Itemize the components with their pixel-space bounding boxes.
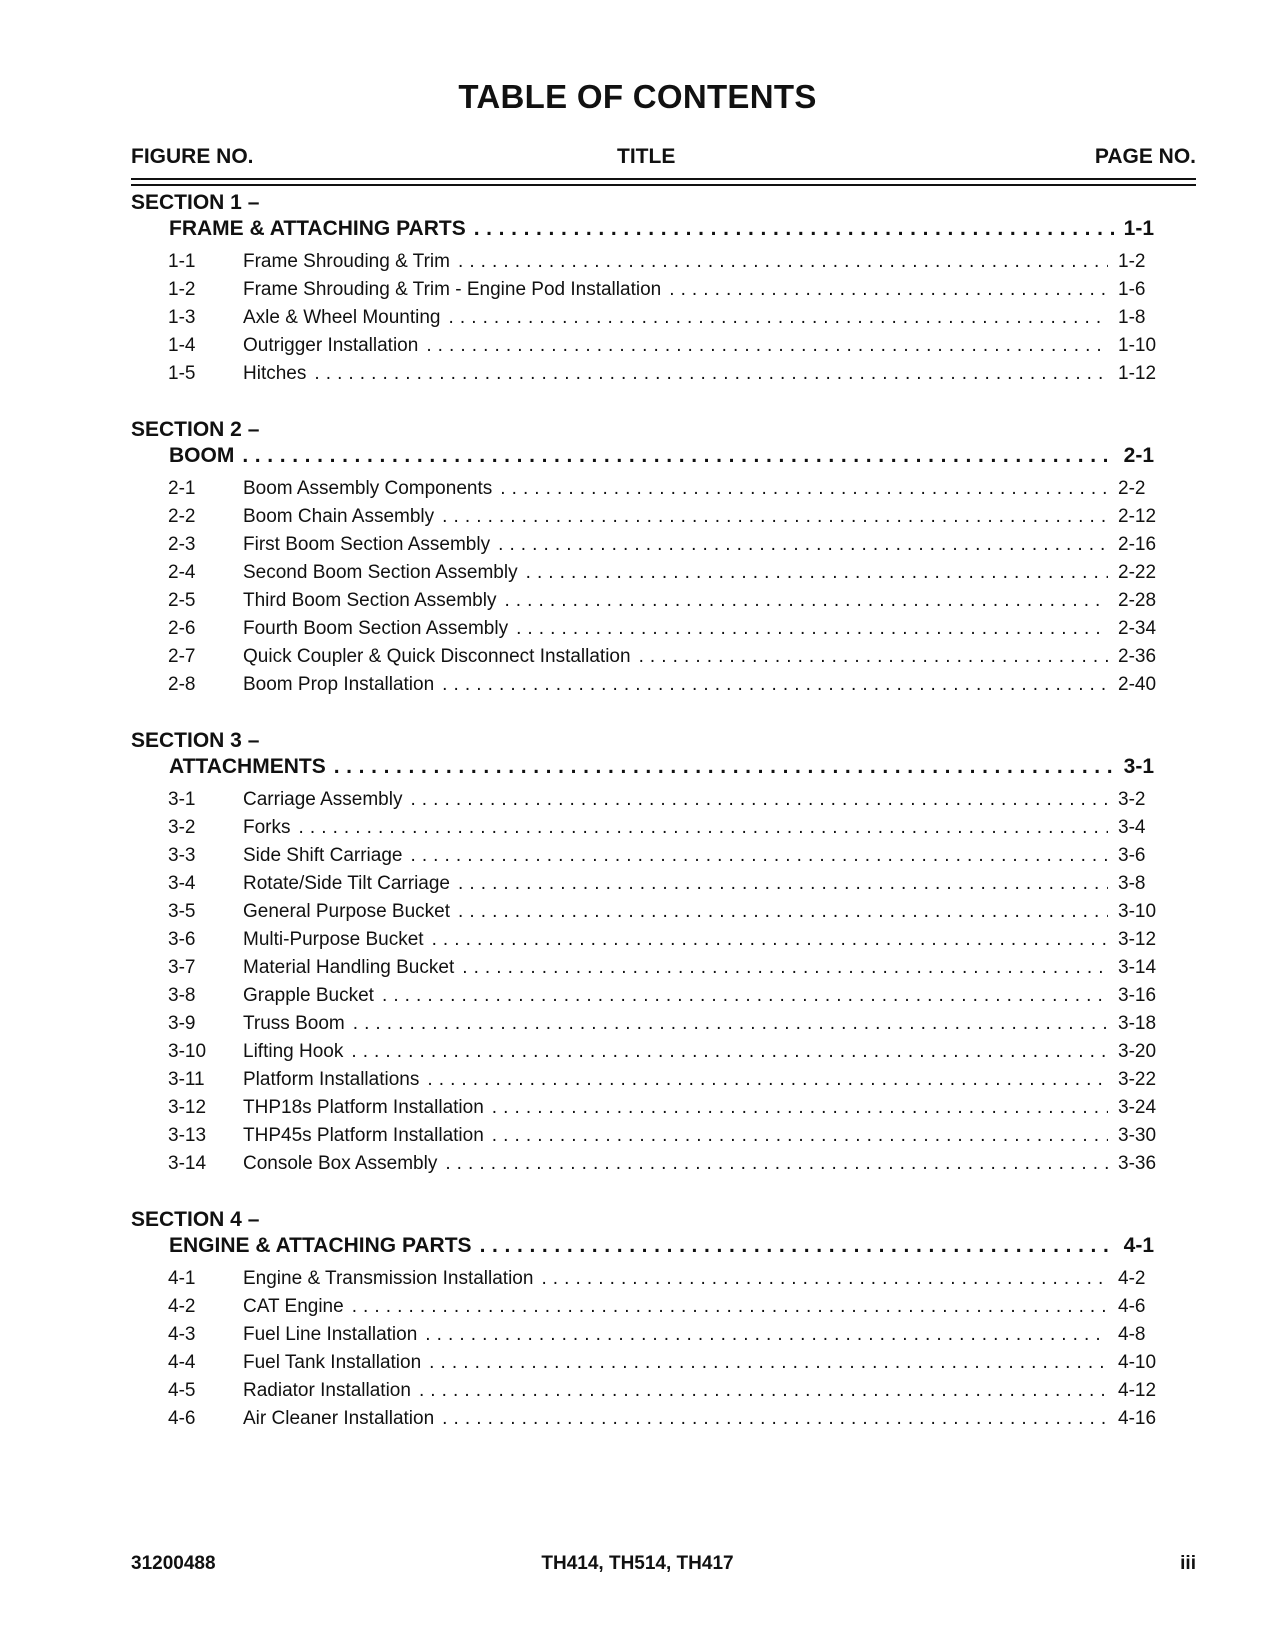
figure-number: 2-4	[168, 562, 196, 583]
figure-title: Engine & Transmission Installation	[243, 1268, 534, 1289]
figure-page: 3-12	[1118, 929, 1157, 950]
figure-entry[interactable]	[168, 1408, 1168, 1430]
figure-entry[interactable]	[168, 845, 1168, 867]
figure-entry[interactable]	[168, 901, 1168, 923]
figure-title: Frame Shrouding & Trim - Engine Pod Installation	[243, 279, 662, 300]
dot-leader	[504, 590, 1108, 612]
figure-number: 1-5	[168, 363, 196, 384]
figure-page: 2-12	[1118, 506, 1157, 527]
section-title: FRAME & ATTACHING PARTS	[169, 217, 466, 240]
figure-entry[interactable]	[168, 363, 1168, 385]
figure-number: 3-10	[168, 1041, 207, 1062]
figure-entry[interactable]	[168, 957, 1168, 979]
figure-number: 3-4	[168, 873, 196, 894]
header-rule-top	[131, 178, 1196, 180]
figure-entry[interactable]	[168, 929, 1168, 951]
figure-entry[interactable]	[168, 478, 1168, 500]
dot-leader	[462, 957, 1108, 979]
figure-number: 3-8	[168, 985, 196, 1006]
dot-leader	[458, 251, 1108, 273]
figure-entry[interactable]	[168, 506, 1168, 528]
figure-title: General Purpose Bucket	[243, 901, 451, 922]
figure-title: CAT Engine	[243, 1296, 344, 1317]
figure-title: THP45s Platform Installation	[243, 1125, 484, 1146]
dot-leader	[334, 755, 1114, 779]
dot-leader	[474, 217, 1114, 241]
figure-title: Boom Assembly Components	[243, 478, 493, 499]
dot-leader	[442, 674, 1108, 696]
figure-page: 1-6	[1118, 279, 1146, 300]
dot-leader	[427, 1069, 1108, 1091]
figure-number: 4-1	[168, 1268, 196, 1289]
figure-title: Truss Boom	[243, 1013, 345, 1034]
figure-entry[interactable]	[168, 1097, 1168, 1119]
figure-page: 1-10	[1118, 335, 1157, 356]
figure-title: First Boom Section Assembly	[243, 534, 491, 555]
figure-page: 3-20	[1118, 1041, 1157, 1062]
figure-title: Rotate/Side Tilt Carriage	[243, 873, 450, 894]
dot-leader	[299, 817, 1109, 839]
section-entry[interactable]	[169, 755, 1154, 779]
figure-entry[interactable]	[168, 534, 1168, 556]
figure-page: 3-24	[1118, 1097, 1157, 1118]
dot-leader	[445, 1153, 1108, 1175]
figure-number: 4-5	[168, 1380, 196, 1401]
dot-leader	[442, 506, 1108, 528]
dot-leader	[492, 1097, 1108, 1119]
figure-entry[interactable]	[168, 1268, 1168, 1290]
figure-number: 1-3	[168, 307, 196, 328]
figure-title: Outrigger Installation	[243, 335, 419, 356]
section-label: SECTION 3 –	[131, 729, 260, 752]
figure-title: Lifting Hook	[243, 1041, 344, 1062]
figure-title: Material Handling Bucket	[243, 957, 455, 978]
figure-entry[interactable]	[168, 590, 1168, 612]
figure-title: Fuel Tank Installation	[243, 1352, 422, 1373]
figure-title: Axle & Wheel Mounting	[243, 307, 441, 328]
dot-leader	[410, 845, 1108, 867]
figure-entry[interactable]	[168, 1296, 1168, 1318]
figure-title: Platform Installations	[243, 1069, 420, 1090]
section-page: 1-1	[1123, 217, 1154, 240]
figure-number: 2-3	[168, 534, 196, 555]
dot-leader	[500, 478, 1108, 500]
figure-number: 3-11	[168, 1069, 205, 1090]
figure-title: Air Cleaner Installation	[243, 1408, 435, 1429]
figure-title: THP18s Platform Installation	[243, 1097, 484, 1118]
dot-leader	[432, 929, 1108, 951]
figure-page: 2-28	[1118, 590, 1157, 611]
figure-title: Side Shift Carriage	[243, 845, 403, 866]
dot-leader	[492, 1125, 1108, 1147]
dot-leader	[458, 901, 1108, 923]
figure-page: 3-36	[1118, 1153, 1157, 1174]
figure-page: 1-8	[1118, 307, 1146, 328]
section-label: SECTION 1 –	[131, 191, 260, 214]
figure-number: 3-3	[168, 845, 196, 866]
section-page: 3-1	[1123, 755, 1154, 778]
figure-page: 3-6	[1118, 845, 1146, 866]
figure-entry[interactable]	[168, 251, 1168, 273]
figure-entry[interactable]	[168, 1125, 1168, 1147]
section-title: BOOM	[169, 444, 235, 467]
dot-leader	[353, 1013, 1108, 1035]
figure-number: 2-2	[168, 506, 196, 527]
dot-leader	[526, 562, 1108, 584]
figure-entry[interactable]	[168, 279, 1168, 301]
dot-leader	[449, 307, 1109, 329]
figure-number: 4-4	[168, 1352, 196, 1373]
figure-page: 4-2	[1118, 1268, 1146, 1289]
figure-entry[interactable]	[168, 1013, 1168, 1035]
figure-page: 2-22	[1118, 562, 1157, 583]
section-title: ENGINE & ATTACHING PARTS	[169, 1234, 472, 1257]
column-header-page: PAGE NO.	[1094, 145, 1196, 168]
figure-title: Multi-Purpose Bucket	[243, 929, 424, 950]
section-page: 2-1	[1123, 444, 1154, 467]
dot-leader	[352, 1296, 1108, 1318]
figure-page: 4-6	[1118, 1296, 1146, 1317]
figure-entry[interactable]	[168, 562, 1168, 584]
figure-entry[interactable]	[168, 1041, 1168, 1063]
figure-entry[interactable]	[168, 674, 1168, 696]
figure-title: Frame Shrouding & Trim	[243, 251, 450, 272]
figure-page: 2-36	[1118, 646, 1157, 667]
figure-title: Grapple Bucket	[243, 985, 374, 1006]
figure-page: 4-10	[1118, 1352, 1157, 1373]
dot-leader	[425, 1324, 1108, 1346]
figure-number: 3-9	[168, 1013, 196, 1034]
dot-leader	[351, 1041, 1108, 1063]
figure-number: 4-3	[168, 1324, 196, 1345]
figure-title: Console Box Assembly	[243, 1153, 438, 1174]
column-header-title: TITLE	[617, 145, 676, 168]
figure-page: 2-16	[1118, 534, 1157, 555]
figure-number: 3-14	[168, 1153, 207, 1174]
dot-leader	[442, 1408, 1108, 1430]
figure-page: 3-22	[1118, 1069, 1157, 1090]
model-names: TH414, TH514, TH417	[541, 1553, 734, 1574]
figure-page: 2-40	[1118, 674, 1157, 695]
figure-number: 3-2	[168, 817, 196, 838]
figure-number: 3-13	[168, 1125, 207, 1146]
dot-leader	[382, 985, 1108, 1007]
dot-leader	[242, 444, 1113, 468]
figure-page: 2-2	[1118, 478, 1146, 499]
dot-leader	[516, 618, 1108, 640]
figure-number: 1-2	[168, 279, 196, 300]
dot-leader	[669, 279, 1108, 301]
figure-entry[interactable]	[168, 618, 1168, 640]
figure-number: 4-6	[168, 1408, 196, 1429]
figure-entry[interactable]	[168, 1069, 1168, 1091]
figure-number: 3-1	[168, 789, 196, 810]
figure-entry[interactable]	[168, 985, 1168, 1007]
section-label: SECTION 2 –	[131, 418, 260, 441]
figure-entry[interactable]	[168, 789, 1168, 811]
figure-number: 1-1	[168, 251, 196, 272]
figure-entry[interactable]	[168, 817, 1168, 839]
figure-number: 2-6	[168, 618, 196, 639]
figure-title: Carriage Assembly	[243, 789, 403, 810]
figure-number: 3-7	[168, 957, 196, 978]
figure-page: 3-8	[1118, 873, 1146, 894]
figure-entry[interactable]	[168, 1324, 1168, 1346]
figure-page: 2-34	[1118, 618, 1157, 639]
section-entry[interactable]	[169, 1234, 1154, 1258]
dot-leader	[314, 363, 1108, 385]
figure-entry[interactable]	[168, 335, 1168, 357]
figure-title: Fourth Boom Section Assembly	[243, 618, 509, 639]
figure-title: Third Boom Section Assembly	[243, 590, 497, 611]
figure-page: 3-4	[1118, 817, 1146, 838]
figure-page: 3-30	[1118, 1125, 1157, 1146]
figure-entry[interactable]	[168, 307, 1168, 329]
figure-number: 4-2	[168, 1296, 196, 1317]
page-number: iii	[1180, 1553, 1196, 1574]
figure-title: Second Boom Section Assembly	[243, 562, 518, 583]
dot-leader	[541, 1268, 1108, 1290]
figure-number: 3-12	[168, 1097, 207, 1118]
figure-entry[interactable]	[168, 1380, 1168, 1402]
figure-page: 1-12	[1118, 363, 1157, 384]
figure-title: Hitches	[243, 363, 307, 384]
figure-page: 3-10	[1118, 901, 1157, 922]
section-title: ATTACHMENTS	[169, 755, 326, 778]
figure-page: 4-8	[1118, 1324, 1146, 1345]
figure-title: Forks	[243, 817, 291, 838]
dot-leader	[639, 646, 1108, 668]
figure-entry[interactable]	[168, 646, 1168, 668]
figure-number: 3-5	[168, 901, 196, 922]
figure-entry[interactable]	[168, 1153, 1168, 1175]
figure-page: 3-2	[1118, 789, 1146, 810]
dot-leader	[429, 1352, 1108, 1374]
dot-leader	[426, 335, 1108, 357]
figure-number: 2-1	[168, 478, 196, 499]
figure-page: 3-18	[1118, 1013, 1157, 1034]
figure-page: 4-12	[1118, 1380, 1157, 1401]
figure-title: Radiator Installation	[243, 1380, 411, 1401]
figure-number: 1-4	[168, 335, 196, 356]
document-number: 31200488	[131, 1553, 216, 1574]
figure-title: Quick Coupler & Quick Disconnect Installation	[243, 646, 631, 667]
section-entry[interactable]	[169, 444, 1154, 468]
section-entry[interactable]	[169, 217, 1154, 241]
column-header-figure: FIGURE NO.	[131, 145, 254, 168]
dot-leader	[410, 789, 1108, 811]
dot-leader	[498, 534, 1108, 556]
dot-leader	[458, 873, 1108, 895]
figure-page: 3-14	[1118, 957, 1157, 978]
figure-title: Fuel Line Installation	[243, 1324, 418, 1345]
figure-entry[interactable]	[168, 1352, 1168, 1374]
section-label: SECTION 4 –	[131, 1208, 260, 1231]
figure-title: Boom Chain Assembly	[243, 506, 435, 527]
figure-title: Boom Prop Installation	[243, 674, 435, 695]
figure-number: 2-5	[168, 590, 196, 611]
header-rule-bottom	[131, 184, 1196, 186]
dot-leader	[419, 1380, 1108, 1402]
figure-number: 3-6	[168, 929, 196, 950]
page-title: TABLE OF CONTENTS	[458, 78, 817, 115]
figure-page: 1-2	[1118, 251, 1146, 272]
section-page: 4-1	[1123, 1234, 1154, 1257]
figure-page: 3-16	[1118, 985, 1157, 1006]
figure-number: 2-8	[168, 674, 196, 695]
figure-page: 4-16	[1118, 1408, 1157, 1429]
figure-entry[interactable]	[168, 873, 1168, 895]
figure-number: 2-7	[168, 646, 196, 667]
dot-leader	[480, 1234, 1114, 1258]
